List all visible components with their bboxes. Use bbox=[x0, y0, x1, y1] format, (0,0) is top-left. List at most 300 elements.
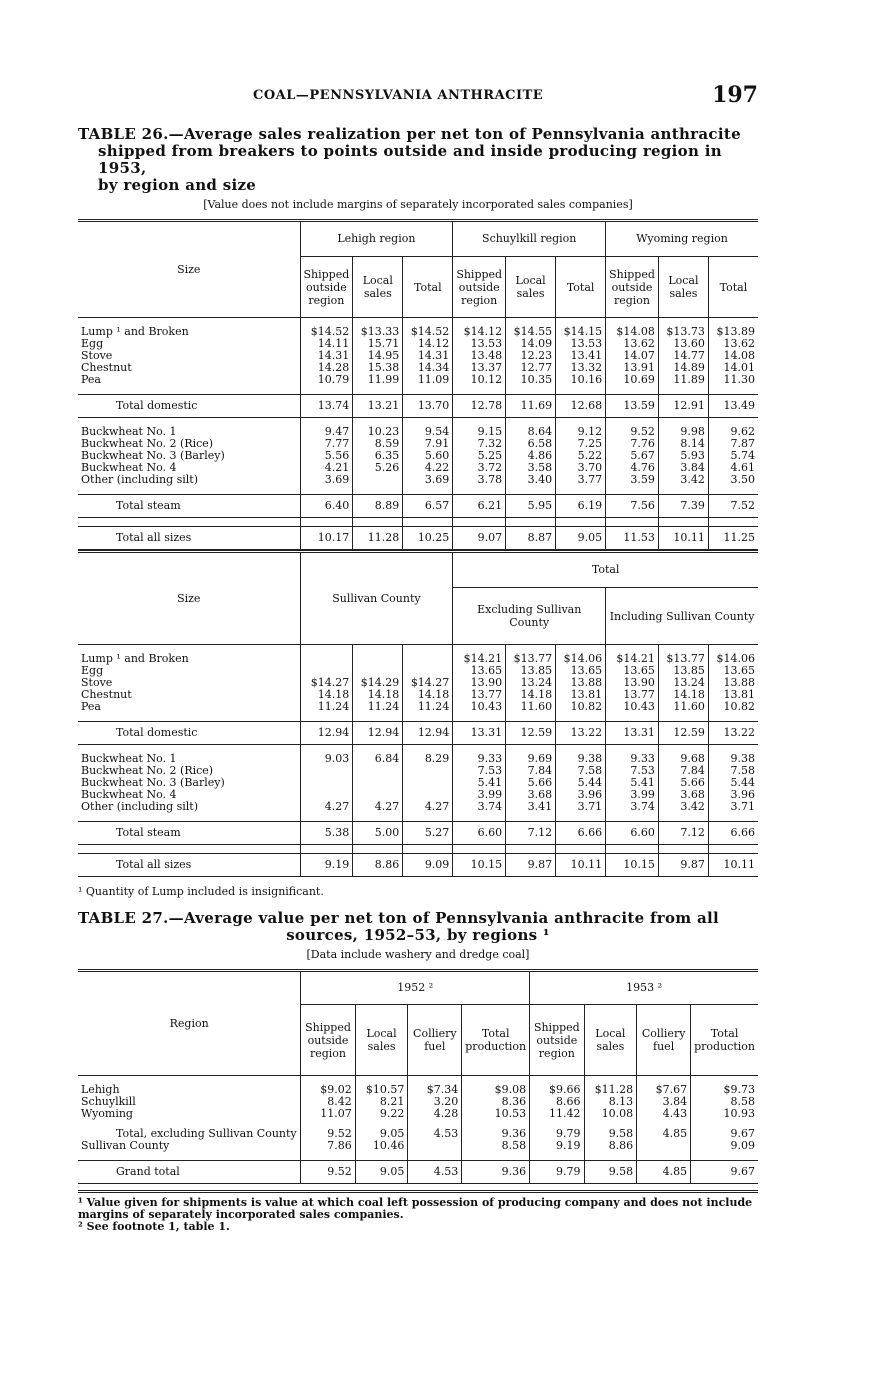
table-row bbox=[78, 438, 758, 450]
table-cell: 7.84 bbox=[506, 765, 556, 777]
spacer-cell bbox=[708, 486, 758, 495]
table-cell: 10.11 bbox=[708, 854, 758, 877]
total-row bbox=[78, 1161, 758, 1184]
table-cell: 5.25 bbox=[453, 450, 506, 462]
table-cell: 9.07 bbox=[453, 527, 506, 550]
table-cell: 7.53 bbox=[453, 765, 506, 777]
caption-line: shipped from breakers to points outside and inside producing region in 1953, bbox=[98, 142, 722, 177]
row-label: Buckwheat No. 4 bbox=[78, 462, 300, 474]
table-cell: 9.05 bbox=[355, 1128, 408, 1140]
spacer-cell bbox=[300, 518, 353, 527]
table-cell: 5.56 bbox=[300, 450, 353, 462]
row-label: Buckwheat No. 2 (Rice) bbox=[78, 765, 300, 777]
table-cell: 13.22 bbox=[708, 722, 758, 745]
table-cell: $9.73 bbox=[723, 1083, 755, 1096]
table-cell: 11.24 bbox=[353, 701, 403, 713]
spacer-cell bbox=[708, 813, 758, 822]
spacer-row bbox=[78, 713, 758, 722]
table-cell: 13.77 bbox=[453, 689, 506, 701]
table-cell: 12.23 bbox=[506, 350, 556, 362]
table-cell: 11.53 bbox=[606, 527, 659, 550]
table-cell: 5.26 bbox=[353, 462, 403, 474]
spacer-cell bbox=[78, 418, 300, 427]
table-cell: 13.91 bbox=[606, 362, 659, 374]
table-cell: 9.33 bbox=[606, 753, 659, 765]
row-label: Buckwheat No. 2 (Rice) bbox=[78, 438, 300, 450]
column-header: Colliery fuel bbox=[637, 1005, 691, 1076]
size-header: Size bbox=[78, 552, 300, 645]
table-cell: 14.77 bbox=[658, 350, 708, 362]
table-cell: 9.52 bbox=[606, 426, 659, 438]
table-cell: 8.58 bbox=[462, 1140, 530, 1152]
table-cell: 10.11 bbox=[658, 527, 708, 550]
table-cell: 9.69 bbox=[506, 753, 556, 765]
spacer-cell bbox=[353, 645, 403, 654]
table-cell: 13.88 bbox=[556, 677, 606, 689]
column-header: Shipped outside region bbox=[453, 257, 506, 318]
table-cell: 7.87 bbox=[730, 437, 755, 450]
table-cell: 4.21 bbox=[300, 462, 353, 474]
table-cell: 8.42 bbox=[301, 1096, 355, 1108]
row-label: Stove bbox=[78, 350, 300, 362]
table-row bbox=[78, 789, 758, 801]
table-cell bbox=[300, 765, 353, 777]
spacer-cell bbox=[353, 845, 403, 854]
spacer-cell bbox=[637, 1152, 691, 1161]
row-label: Buckwheat No. 4 bbox=[78, 789, 300, 801]
table-cell: 7.12 bbox=[658, 822, 708, 845]
spacer-cell bbox=[556, 518, 606, 527]
spacer-row bbox=[78, 813, 758, 822]
spacer-cell bbox=[353, 386, 403, 395]
table-cell: 14.09 bbox=[506, 338, 556, 350]
spacer-row bbox=[78, 645, 758, 654]
table-cell: 3.96 bbox=[730, 788, 755, 801]
row-label: Buckwheat No. 3 (Barley) bbox=[78, 450, 300, 462]
table-cell: 13.60 bbox=[658, 338, 708, 350]
table-cell: 15.38 bbox=[353, 362, 403, 374]
spacer-cell bbox=[658, 845, 708, 854]
table-cell: 3.69 bbox=[403, 474, 453, 486]
table-cell: 11.09 bbox=[403, 374, 453, 386]
excluding-header: Excluding Sullivan County bbox=[453, 588, 606, 645]
table-cell: 8.21 bbox=[355, 1096, 408, 1108]
spacer-cell bbox=[78, 518, 300, 527]
column-header: Shipped outside region bbox=[300, 257, 353, 318]
spacer-row bbox=[78, 1152, 758, 1161]
table-cell: 5.95 bbox=[506, 495, 556, 518]
table-cell: 3.50 bbox=[730, 473, 755, 486]
total-header: Total bbox=[453, 552, 758, 588]
column-header: Local sales bbox=[506, 257, 556, 318]
table-row bbox=[78, 653, 758, 665]
table-cell: 5.66 bbox=[658, 777, 708, 789]
table-row bbox=[78, 450, 758, 462]
table-cell: 9.68 bbox=[658, 753, 708, 765]
spacer-cell bbox=[691, 1152, 758, 1161]
table-cell: 9.09 bbox=[403, 854, 453, 877]
table-row bbox=[78, 474, 758, 486]
table-cell: 10.82 bbox=[723, 700, 755, 713]
table-cell: 13.22 bbox=[556, 722, 606, 745]
table-cell: 10.43 bbox=[453, 701, 506, 713]
table-27 bbox=[78, 969, 758, 1184]
table-cell bbox=[353, 653, 403, 665]
table-cell: 5.38 bbox=[300, 822, 353, 845]
table-cell: 7.12 bbox=[506, 822, 556, 845]
table-cell: 6.21 bbox=[453, 495, 506, 518]
spacer-cell bbox=[606, 518, 659, 527]
size-header: Size bbox=[78, 221, 300, 318]
spacer-cell bbox=[506, 713, 556, 722]
table-cell bbox=[637, 1140, 691, 1152]
column-header: Total bbox=[403, 257, 453, 318]
spacer-cell bbox=[708, 713, 758, 722]
table-cell: 14.28 bbox=[300, 362, 353, 374]
table-cell: 7.77 bbox=[300, 438, 353, 450]
table-cell: 10.82 bbox=[556, 701, 606, 713]
caption-line: TABLE 27.—Average value per net ton of Pennsylvania anthracite from all bbox=[78, 909, 719, 927]
table-cell: 11.89 bbox=[658, 374, 708, 386]
spacer-cell bbox=[506, 518, 556, 527]
row-label: Lump ¹ and Broken bbox=[78, 653, 300, 665]
row-label: Wyoming bbox=[78, 1108, 301, 1120]
table-cell: 13.24 bbox=[658, 677, 708, 689]
spacer-cell bbox=[708, 386, 758, 395]
table-cell: 12.94 bbox=[353, 722, 403, 745]
table-cell: 3.74 bbox=[453, 801, 506, 813]
column-header: Total production bbox=[462, 1005, 530, 1076]
table-27-footnotes bbox=[78, 1197, 758, 1233]
table-cell: 8.58 bbox=[730, 1095, 755, 1108]
row-label: Pea bbox=[78, 701, 300, 713]
spacer-cell bbox=[453, 813, 506, 822]
table-cell: 3.74 bbox=[606, 801, 659, 813]
table-cell: 13.24 bbox=[506, 677, 556, 689]
table-cell: 3.70 bbox=[556, 462, 606, 474]
table-cell: 9.52 bbox=[301, 1161, 355, 1184]
table-cell: 9.87 bbox=[658, 854, 708, 877]
table-cell: 9.22 bbox=[355, 1108, 408, 1120]
table-cell: $14.27 bbox=[403, 677, 453, 689]
table-cell: 12.59 bbox=[658, 722, 708, 745]
table-cell bbox=[353, 777, 403, 789]
table-cell: 9.36 bbox=[462, 1128, 530, 1140]
table-cell: 13.53 bbox=[556, 338, 606, 350]
table-cell: $10.57 bbox=[355, 1084, 408, 1096]
spacer-row bbox=[78, 486, 758, 495]
table-cell: 8.59 bbox=[353, 438, 403, 450]
spacer-cell bbox=[300, 813, 353, 822]
spacer-cell bbox=[78, 1152, 301, 1161]
table-cell: 9.58 bbox=[584, 1161, 637, 1184]
row-label: Sullivan County bbox=[78, 1140, 301, 1152]
table-cell: 4.27 bbox=[300, 801, 353, 813]
table-cell: 10.08 bbox=[584, 1108, 637, 1120]
table-cell: 9.58 bbox=[584, 1128, 637, 1140]
table-cell: 3.71 bbox=[730, 800, 755, 813]
spacer-cell bbox=[355, 1152, 408, 1161]
spacer-cell bbox=[530, 1152, 584, 1161]
table-cell: 3.20 bbox=[408, 1096, 462, 1108]
spacer-cell bbox=[584, 1152, 637, 1161]
running-title: COAL—PENNSYLVANIA ANTHRACITE bbox=[253, 88, 544, 103]
spacer-cell bbox=[556, 486, 606, 495]
table-cell: 4.53 bbox=[408, 1161, 462, 1184]
spacer-cell bbox=[78, 645, 300, 654]
table-cell: 13.53 bbox=[453, 338, 506, 350]
table-cell: $14.27 bbox=[300, 677, 353, 689]
table-cell: 6.19 bbox=[556, 495, 606, 518]
including-header: Including Sullivan County bbox=[606, 588, 758, 645]
table-cell: $7.67 bbox=[637, 1084, 691, 1096]
table-cell: 12.91 bbox=[658, 395, 708, 418]
page-number: 197 bbox=[712, 82, 758, 108]
table-cell: 5.67 bbox=[606, 450, 659, 462]
region-header: Schuylkill region bbox=[453, 221, 606, 257]
total-row bbox=[78, 395, 758, 418]
table-cell: 13.81 bbox=[723, 688, 755, 701]
running-head bbox=[78, 82, 758, 112]
spacer-row bbox=[78, 386, 758, 395]
table-cell: 9.79 bbox=[530, 1161, 584, 1184]
table-cell: 7.76 bbox=[606, 438, 659, 450]
spacer-cell bbox=[403, 645, 453, 654]
table-row bbox=[78, 701, 758, 713]
table-cell: 3.84 bbox=[637, 1096, 691, 1108]
table-cell: 11.60 bbox=[506, 701, 556, 713]
table-cell: 6.66 bbox=[556, 822, 606, 845]
row-label: Total steam bbox=[78, 495, 300, 518]
row-label: Chestnut bbox=[78, 689, 300, 701]
spacer-cell bbox=[353, 486, 403, 495]
row-label: Total domestic bbox=[78, 722, 300, 745]
table-cell: 14.12 bbox=[403, 338, 453, 350]
spacer-cell bbox=[453, 486, 506, 495]
table-cell: $14.21 bbox=[453, 653, 506, 665]
table-cell: 10.11 bbox=[556, 854, 606, 877]
table-cell: 7.91 bbox=[403, 438, 453, 450]
table-cell: $14.21 bbox=[606, 653, 659, 665]
table-cell: 9.15 bbox=[453, 426, 506, 438]
table-cell: 13.85 bbox=[506, 665, 556, 677]
table-cell: 12.68 bbox=[556, 395, 606, 418]
table-cell: 11.69 bbox=[506, 395, 556, 418]
spacer-cell bbox=[78, 386, 300, 395]
table-cell: 5.93 bbox=[658, 450, 708, 462]
table-cell: 14.31 bbox=[300, 350, 353, 362]
table-cell: 3.59 bbox=[606, 474, 659, 486]
table-cell: 12.94 bbox=[300, 722, 353, 745]
table-cell: 7.84 bbox=[658, 765, 708, 777]
spacer-cell bbox=[78, 745, 300, 754]
caption-line: by region and size bbox=[98, 176, 257, 194]
table-cell: 6.57 bbox=[403, 495, 453, 518]
spacer-cell bbox=[556, 713, 606, 722]
table-cell: 5.22 bbox=[556, 450, 606, 462]
table-row bbox=[78, 374, 758, 386]
spacer-cell bbox=[353, 713, 403, 722]
spacer-cell bbox=[506, 845, 556, 854]
table-cell: 11.60 bbox=[658, 701, 708, 713]
spacer-cell bbox=[78, 845, 300, 854]
table-cell: 10.15 bbox=[606, 854, 659, 877]
table-cell: 10.15 bbox=[453, 854, 506, 877]
table-cell: 9.38 bbox=[556, 753, 606, 765]
table-cell: 3.58 bbox=[506, 462, 556, 474]
table-cell: $14.15 bbox=[556, 326, 606, 338]
header-row bbox=[78, 971, 758, 1005]
column-header: Shipped outside region bbox=[530, 1005, 584, 1076]
spacer-cell bbox=[403, 713, 453, 722]
table-cell: 13.77 bbox=[606, 689, 659, 701]
spacer-row bbox=[78, 518, 758, 527]
table-cell: 5.60 bbox=[403, 450, 453, 462]
table-cell: 13.48 bbox=[453, 350, 506, 362]
spacer-cell bbox=[408, 1152, 462, 1161]
table-cell: 5.00 bbox=[353, 822, 403, 845]
table-cell: 7.32 bbox=[453, 438, 506, 450]
spacer-cell bbox=[403, 518, 453, 527]
spacer-cell bbox=[300, 845, 353, 854]
column-header: Local sales bbox=[658, 257, 708, 318]
table-cell: 9.87 bbox=[506, 854, 556, 877]
column-header: Total bbox=[556, 257, 606, 318]
table-cell: 8.36 bbox=[462, 1096, 530, 1108]
spacer-cell bbox=[658, 386, 708, 395]
spacer-cell bbox=[403, 386, 453, 395]
table-cell: 5.66 bbox=[506, 777, 556, 789]
spacer-row bbox=[78, 418, 758, 427]
table-cell: 13.37 bbox=[453, 362, 506, 374]
spacer-cell bbox=[78, 813, 300, 822]
end-rule bbox=[78, 1190, 758, 1193]
table-cell: 12.78 bbox=[453, 395, 506, 418]
table-26-caption bbox=[78, 126, 758, 194]
row-label: Buckwheat No. 3 (Barley) bbox=[78, 777, 300, 789]
table-cell bbox=[403, 653, 453, 665]
header-row bbox=[78, 221, 758, 257]
table-cell: 11.25 bbox=[708, 527, 758, 550]
table-cell: 3.99 bbox=[453, 789, 506, 801]
table-cell: 7.39 bbox=[658, 495, 708, 518]
table-cell: 10.43 bbox=[606, 701, 659, 713]
table-26-footnote: ¹ Quantity of Lump included is insignificant. bbox=[78, 885, 324, 898]
table-cell: 9.62 bbox=[730, 425, 755, 438]
table-cell: 3.77 bbox=[556, 474, 606, 486]
table-cell: 3.78 bbox=[453, 474, 506, 486]
spacer-cell bbox=[453, 518, 506, 527]
table-cell: 4.22 bbox=[403, 462, 453, 474]
table-cell: 7.52 bbox=[708, 495, 758, 518]
total-row bbox=[78, 854, 758, 877]
table-cell: 9.98 bbox=[658, 426, 708, 438]
total-row bbox=[78, 722, 758, 745]
table-cell: 3.41 bbox=[506, 801, 556, 813]
row-label: Egg bbox=[78, 338, 300, 350]
spacer-cell bbox=[556, 386, 606, 395]
table-cell: 12.77 bbox=[506, 362, 556, 374]
table-26 bbox=[78, 219, 758, 877]
table-cell: 13.74 bbox=[300, 395, 353, 418]
table-cell bbox=[300, 653, 353, 665]
table-cell bbox=[403, 765, 453, 777]
table-cell: 10.35 bbox=[506, 374, 556, 386]
region-header: Lehigh region bbox=[300, 221, 453, 257]
row-label: Lehigh bbox=[78, 1084, 301, 1096]
footnote: ² See footnote 1, table 1. bbox=[78, 1220, 230, 1233]
table-cell: 4.61 bbox=[730, 461, 755, 474]
table-row bbox=[78, 1084, 758, 1096]
table-cell: 3.42 bbox=[658, 801, 708, 813]
table-cell: $14.29 bbox=[353, 677, 403, 689]
spacer-cell bbox=[708, 518, 758, 527]
spacer-cell bbox=[453, 713, 506, 722]
column-header: Local sales bbox=[584, 1005, 637, 1076]
total-row bbox=[78, 527, 758, 550]
table-cell: 6.35 bbox=[353, 450, 403, 462]
table-cell: 10.17 bbox=[300, 527, 353, 550]
table-cell: 9.38 bbox=[730, 752, 755, 765]
table-cell: $14.06 bbox=[716, 652, 755, 665]
table-cell: 14.18 bbox=[300, 689, 353, 701]
table-cell: 3.84 bbox=[658, 462, 708, 474]
table-cell: 8.13 bbox=[584, 1096, 637, 1108]
table-cell: 13.31 bbox=[453, 722, 506, 745]
year-header: 1952 ² bbox=[301, 971, 530, 1005]
row-label: Lump ¹ and Broken bbox=[78, 326, 300, 338]
table-cell: $14.12 bbox=[453, 326, 506, 338]
table-cell: 9.05 bbox=[556, 527, 606, 550]
table-row bbox=[78, 1128, 758, 1140]
table-cell: $13.77 bbox=[658, 653, 708, 665]
page bbox=[78, 82, 758, 1233]
footnote: ¹ Value given for shipments is value at which coal left possession of producing company and does not include margins of separately incorporated sales companies. bbox=[78, 1196, 753, 1221]
table-cell: 13.85 bbox=[658, 665, 708, 677]
table-cell: 14.34 bbox=[403, 362, 453, 374]
header-row bbox=[78, 552, 758, 588]
table-cell: 9.03 bbox=[300, 753, 353, 765]
table-cell: 9.54 bbox=[403, 426, 453, 438]
table-cell: 5.74 bbox=[730, 449, 755, 462]
table-cell: 13.31 bbox=[606, 722, 659, 745]
table-cell: 10.93 bbox=[723, 1107, 755, 1120]
table-cell: 3.69 bbox=[300, 474, 353, 486]
table-cell bbox=[353, 765, 403, 777]
table-cell: 14.07 bbox=[606, 350, 659, 362]
table-cell: $14.06 bbox=[556, 653, 606, 665]
table-cell: 4.27 bbox=[403, 801, 453, 813]
table-cell: 10.69 bbox=[606, 374, 659, 386]
table-cell: $14.08 bbox=[606, 326, 659, 338]
table-cell: 11.24 bbox=[403, 701, 453, 713]
column-header: Shipped outside region bbox=[606, 257, 659, 318]
table-cell: 9.19 bbox=[530, 1140, 584, 1152]
table-cell: 13.70 bbox=[403, 395, 453, 418]
spacer-cell bbox=[78, 1120, 301, 1128]
table-cell: 5.44 bbox=[730, 776, 755, 789]
table-row bbox=[78, 765, 758, 777]
table-row bbox=[78, 1096, 758, 1108]
table-row bbox=[78, 1140, 758, 1152]
table-cell bbox=[353, 474, 403, 486]
table-cell: 14.95 bbox=[353, 350, 403, 362]
spacer-row bbox=[78, 745, 758, 754]
table-cell: 11.99 bbox=[353, 374, 403, 386]
table-cell bbox=[403, 777, 453, 789]
spacer-cell bbox=[658, 813, 708, 822]
table-cell: 4.86 bbox=[506, 450, 556, 462]
